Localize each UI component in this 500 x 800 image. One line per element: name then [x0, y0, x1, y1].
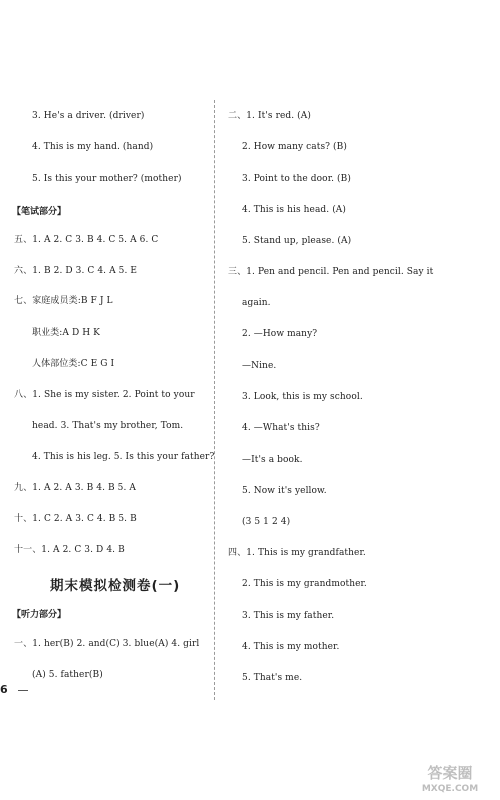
watermark-logo	[408, 762, 492, 794]
answer-line: 4. This is his leg. 5. Is this your father?	[32, 452, 215, 462]
answer-line: head. 3. That's my brother, Tom.	[32, 421, 184, 431]
answer-line: 4. —What's this?	[242, 423, 320, 433]
answer-line: —Nine.	[242, 361, 277, 371]
answer-line: 三、1. Pen and pencil. Pen and pencil. Say it	[228, 267, 434, 277]
answer-line: (3 5 1 2 4)	[242, 517, 291, 527]
answer-line: 3. This is my father.	[242, 611, 335, 621]
column-divider	[214, 100, 215, 700]
answer-line: 人体部位类:C E G I	[32, 359, 115, 369]
answer-line: 职业类:A D H K	[32, 328, 101, 338]
answer-line: 4. This is my mother.	[242, 642, 340, 652]
answer-line: 4. This is his head. (A)	[242, 205, 347, 215]
answer-line: 七、家庭成员类:B F J L	[14, 296, 113, 306]
answer-line: 五、1. A 2. C 3. B 4. C 5. A 6. C	[14, 235, 159, 245]
answer-line: 5. That's me.	[242, 673, 303, 683]
answer-line: 5. Now it's yellow.	[242, 486, 327, 496]
answer-line: 3. He's a driver. (driver)	[32, 111, 145, 121]
answer-line: 4. This is my hand. (hand)	[32, 142, 154, 152]
answer-line: 2. This is my grandmother.	[242, 579, 367, 589]
answer-line: 5. Stand up, please. (A)	[242, 236, 352, 246]
watermark-url: MXQE.COM	[421, 784, 479, 794]
answer-line: 十、1. C 2. A 3. C 4. B 5. B	[14, 514, 137, 524]
answer-line: 四、1. This is my grandfather.	[228, 548, 366, 558]
section-heading-listening: 【听力部分】	[12, 610, 67, 620]
watermark-text: 答案圈	[427, 764, 473, 782]
answer-line: 六、1. B 2. D 3. C 4. A 5. E	[14, 266, 138, 276]
answer-line: 3. Point to the door. (B)	[242, 174, 351, 184]
answer-line: 2. How many cats? (B)	[242, 142, 347, 152]
answer-line: 3. Look, this is my school.	[242, 392, 363, 402]
answer-line: (A) 5. father(B)	[32, 670, 103, 680]
answer-line: 八、1. She is my sister. 2. Point to your	[14, 390, 195, 400]
answer-line: 九、1. A 2. A 3. B 4. B 5. A	[14, 483, 137, 493]
answer-line: again.	[242, 298, 271, 308]
answer-line: 二、1. It's red. (A)	[228, 111, 312, 121]
answer-line: 5. Is this your mother? (mother)	[32, 174, 182, 184]
page-number: 6	[0, 683, 8, 696]
answer-line: 十一、1. A 2. C 3. D 4. B	[14, 545, 125, 555]
section-heading-written: 【笔试部分】	[12, 207, 67, 217]
answer-line: 2. —How many?	[242, 329, 318, 339]
answer-line: —It's a book.	[242, 455, 303, 465]
exam-title: 期末模拟检测卷(一)	[50, 578, 181, 594]
answer-line: 一、1. her(B) 2. and(C) 3. blue(A) 4. girl	[14, 639, 200, 649]
page-number-rule	[18, 690, 28, 691]
